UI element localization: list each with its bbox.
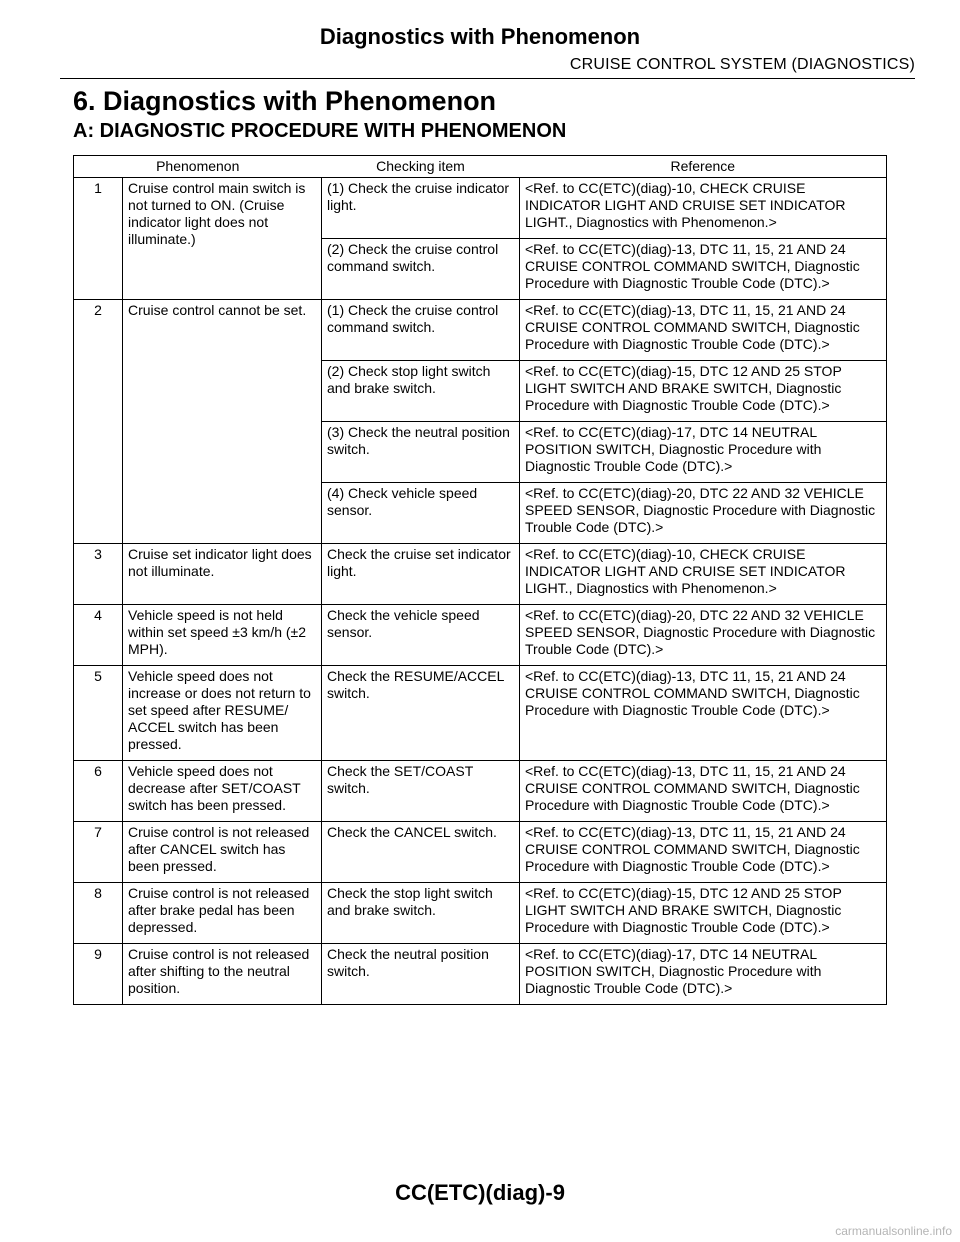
reference-cell: <Ref. to CC(ETC)(diag)-17, DTC 14 NEUTRAL POSITION SWITCH, Diagnostic Procedure with Diagnostic Trouble Code (DTC).> (520, 422, 887, 483)
row-number: 5 (74, 666, 123, 761)
page-number: CC(ETC)(diag)-9 (395, 1180, 565, 1205)
table-row (74, 666, 887, 761)
row-number: 3 (74, 544, 123, 605)
checking-item-cell: Check the SET/COAST switch. (322, 761, 520, 822)
row-number: 7 (74, 822, 123, 883)
checking-item-cell: Check the vehicle speed sensor. (322, 605, 520, 666)
phenomenon-cell: Cruise control main switch is not turned to ON. (Cruise indicator light does not illuminate.) (123, 178, 322, 300)
checking-item-cell: (3) Check the neutral position switch. (322, 422, 520, 483)
reference-cell: <Ref. to CC(ETC)(diag)-13, DTC 11, 15, 21 AND 24 CRUISE CONTROL COMMAND SWITCH, Diagnostic Procedure with Diagnostic Trouble Code (DTC).> (520, 822, 887, 883)
reference-cell: <Ref. to CC(ETC)(diag)-13, DTC 11, 15, 21 AND 24 CRUISE CONTROL COMMAND SWITCH, Diagnostic Procedure with Diagnostic Trouble Code (DTC).> (520, 300, 887, 361)
table-row (74, 944, 887, 1005)
phenomenon-cell: Cruise set indicator light does not illuminate. (123, 544, 322, 605)
table-row (74, 883, 887, 944)
watermark: carmanualsonline.info (835, 1224, 952, 1238)
row-number: 4 (74, 605, 123, 666)
phenomenon-cell: Cruise control is not released after CANCEL switch has been pressed. (123, 822, 322, 883)
reference-cell: <Ref. to CC(ETC)(diag)-10, CHECK CRUISE INDICATOR LIGHT AND CRUISE SET INDICATOR LIGHT., Diagnostics with Phenomenon.> (520, 544, 887, 605)
diagnostic-table (73, 155, 887, 1005)
reference-cell: <Ref. to CC(ETC)(diag)-13, DTC 11, 15, 21 AND 24 CRUISE CONTROL COMMAND SWITCH, Diagnostic Procedure with Diagnostic Trouble Code (DTC).> (520, 761, 887, 822)
table-row (74, 544, 887, 605)
reference-cell: <Ref. to CC(ETC)(diag)-15, DTC 12 AND 25 STOP LIGHT SWITCH AND BRAKE SWITCH, Diagnostic Procedure with Diagnostic Trouble Code (DTC).> (520, 361, 887, 422)
phenomenon-cell: Vehicle speed does not increase or does not return to set speed after RESUME/ ACCEL switch has been pressed. (123, 666, 322, 761)
reference-cell: <Ref. to CC(ETC)(diag)-13, DTC 11, 15, 21 AND 24 CRUISE CONTROL COMMAND SWITCH, Diagnostic Procedure with Diagnostic Trouble Code (DTC).> (520, 239, 887, 300)
checking-item-cell: (1) Check the cruise indicator light. (322, 178, 520, 239)
row-number: 1 (74, 178, 123, 300)
table-row (74, 300, 887, 361)
reference-cell: <Ref. to CC(ETC)(diag)-20, DTC 22 AND 32 VEHICLE SPEED SENSOR, Diagnostic Procedure with Diagnostic Trouble Code (DTC).> (520, 605, 887, 666)
phenomenon-cell: Cruise control cannot be set. (123, 300, 322, 544)
row-number: 2 (74, 300, 123, 544)
table-row (74, 822, 887, 883)
phenomenon-cell: Cruise control is not released after brake pedal has been depressed. (123, 883, 322, 944)
checking-item-cell: (1) Check the cruise control command switch. (322, 300, 520, 361)
header-divider (60, 78, 915, 79)
row-number: 9 (74, 944, 123, 1005)
table-row (74, 761, 887, 822)
page-header-subtitle: CRUISE CONTROL SYSTEM (DIAGNOSTICS) (569, 56, 915, 73)
phenomenon-cell: Vehicle speed is not held within set speed ±3 km/h (±2 MPH). (123, 605, 322, 666)
row-number: 6 (74, 761, 123, 822)
checking-item-cell: Check the stop light switch and brake switch. (322, 883, 520, 944)
reference-cell: <Ref. to CC(ETC)(diag)-15, DTC 12 AND 25 STOP LIGHT SWITCH AND BRAKE SWITCH, Diagnostic Procedure with Diagnostic Trouble Code (DTC).> (520, 883, 887, 944)
checking-item-cell: (2) Check stop light switch and brake switch. (322, 361, 520, 422)
section-subheading: A: DIAGNOSTIC PROCEDURE WITH PHENOMENON (73, 120, 567, 142)
checking-item-cell: Check the cruise set indicator light. (322, 544, 520, 605)
section-heading: 6. Diagnostics with Phenomenon (73, 86, 497, 116)
reference-cell: <Ref. to CC(ETC)(diag)-13, DTC 11, 15, 21 AND 24 CRUISE CONTROL COMMAND SWITCH, Diagnostic Procedure with Diagnostic Trouble Code (DTC).> (520, 666, 887, 761)
reference-cell: <Ref. to CC(ETC)(diag)-17, DTC 14 NEUTRAL POSITION SWITCH, Diagnostic Procedure with Diagnostic Trouble Code (DTC).> (520, 944, 887, 1005)
checking-item-cell: (4) Check vehicle speed sensor. (322, 483, 520, 544)
checking-item-cell: Check the neutral position switch. (322, 944, 520, 1005)
phenomenon-cell: Vehicle speed does not decrease after SET/COAST switch has been pressed. (123, 761, 322, 822)
row-number: 8 (74, 883, 123, 944)
reference-cell: <Ref. to CC(ETC)(diag)-10, CHECK CRUISE INDICATOR LIGHT AND CRUISE SET INDICATOR LIGHT., Diagnostics with Phenomenon.> (520, 178, 887, 239)
column-header-checking-item: Checking item (322, 156, 520, 178)
column-header-phenomenon: Phenomenon (74, 156, 322, 178)
phenomenon-cell: Cruise control is not released after shifting to the neutral position. (123, 944, 322, 1005)
table-row (74, 605, 887, 666)
checking-item-cell: Check the CANCEL switch. (322, 822, 520, 883)
column-header-reference: Reference (520, 156, 887, 178)
table-header-row (74, 156, 887, 178)
table-row (74, 178, 887, 239)
checking-item-cell: (2) Check the cruise control command switch. (322, 239, 520, 300)
page-header-title: Diagnostics with Phenomenon (319, 24, 641, 49)
table-body (74, 178, 887, 1005)
reference-cell: <Ref. to CC(ETC)(diag)-20, DTC 22 AND 32 VEHICLE SPEED SENSOR, Diagnostic Procedure with Diagnostic Trouble Code (DTC).> (520, 483, 887, 544)
checking-item-cell: Check the RESUME/ACCEL switch. (322, 666, 520, 761)
